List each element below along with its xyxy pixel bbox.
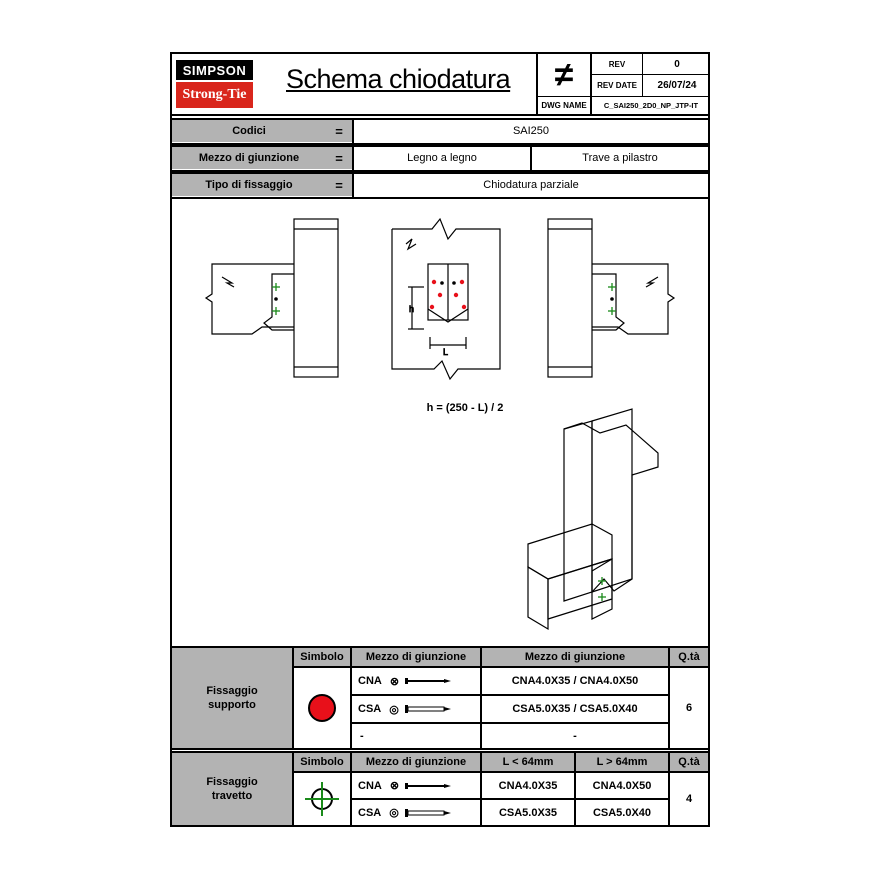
screw-icon [405,809,451,817]
beam-header-long: L > 64mm [576,753,668,771]
logo-brand-bottom: Strong-Tie [176,82,253,108]
mezzo-eq: = [326,147,352,169]
support-row-cna-type: CNA ⊗ [354,668,480,694]
beam-header-symbol: Simbolo [294,753,350,771]
support-row-csa-type: CSA ◎ [354,696,480,722]
dimension-l: L [443,347,449,357]
beam-header-short: L < 64mm [482,753,574,771]
formula-text: h = (250 - L) / 2 [426,402,504,414]
beam-row-cna-short: CNA4.0X35 [498,779,558,792]
technical-sheet [170,52,710,827]
dwg-name-value: C_SAI250_2D0_NP_JTP-IT [603,101,699,110]
support-section-label: Fissaggio supporto [172,648,292,748]
support-row-empty-value: - [573,730,577,742]
codici-label: Codici [172,120,326,142]
cna-head-icon: ⊗ [389,780,400,792]
beam-row-cna-type: CNA ⊗ [354,773,480,798]
tipo-label: Tipo di fissaggio [172,174,326,196]
column-left-view [294,219,338,377]
rev-date-value: 26/07/24 [657,80,697,91]
beam-row-csa-type: CSA ◎ [354,800,480,825]
support-header-mezzo: Mezzo di giunzione [352,648,480,666]
support-row-csa-value: CSA5.0X35 / CSA5.0X40 [512,703,638,715]
not-equal-symbol: ≠ [554,55,574,94]
logo [172,54,262,116]
mezzo-label: Mezzo di giunzione [172,147,326,169]
mezzo-value-legno: Legno a legno [407,152,477,164]
column-iso-front [564,421,592,601]
support-quantity: 6 [685,702,693,714]
support-row-empty-type: - [360,730,364,742]
csa-head-icon: ◎ [389,703,399,716]
cna-head-icon: ⊗ [389,675,400,688]
tipo-eq: = [326,174,352,196]
mezzo-value-trave: Trave a pilastro [582,152,658,164]
connection-drawing [172,199,708,647]
dwg-name-label: DWG NAME [541,101,587,110]
rev-date-label: REV DATE [597,81,637,90]
screw-icon [405,705,451,713]
dimension-h: h [409,304,415,314]
codici-eq: = [326,120,352,142]
rev-label: REV [608,59,626,69]
beam-header-qty: Q.tà [670,753,708,771]
support-header-qty: Q.tà [670,648,708,666]
beam-row-cna-long: CNA4.0X50 [592,779,652,792]
beam-header-mezzo: Mezzo di giunzione [352,753,480,771]
support-header-mezzo-2: Mezzo di giunzione [482,648,668,666]
column-right-view [548,219,592,377]
logo-brand-top: SIMPSON [176,60,253,80]
beam-symbol [294,773,350,825]
beam-row-csa-long: CSA5.0X40 [592,806,652,819]
green-crosshair-icon [302,779,342,819]
tipo-value: Chiodatura parziale [483,179,579,191]
nail-icon [405,782,451,790]
nail-icon [405,677,451,685]
beam-section-label: Fissaggio travetto [172,753,292,825]
codici-value: SAI250 [512,125,550,137]
beam-row-csa-short: CSA5.0X35 [498,806,558,819]
rev-value: 0 [674,58,680,70]
support-symbol [294,668,350,748]
red-dot-icon [306,692,338,724]
support-header-symbol: Simbolo [294,648,350,666]
csa-head-icon: ◎ [389,807,399,819]
page-title: Schema chiodatura [286,64,511,94]
support-row-cna-value: CNA4.0X35 / CNA4.0X50 [511,675,639,687]
beam-quantity: 4 [685,793,693,805]
